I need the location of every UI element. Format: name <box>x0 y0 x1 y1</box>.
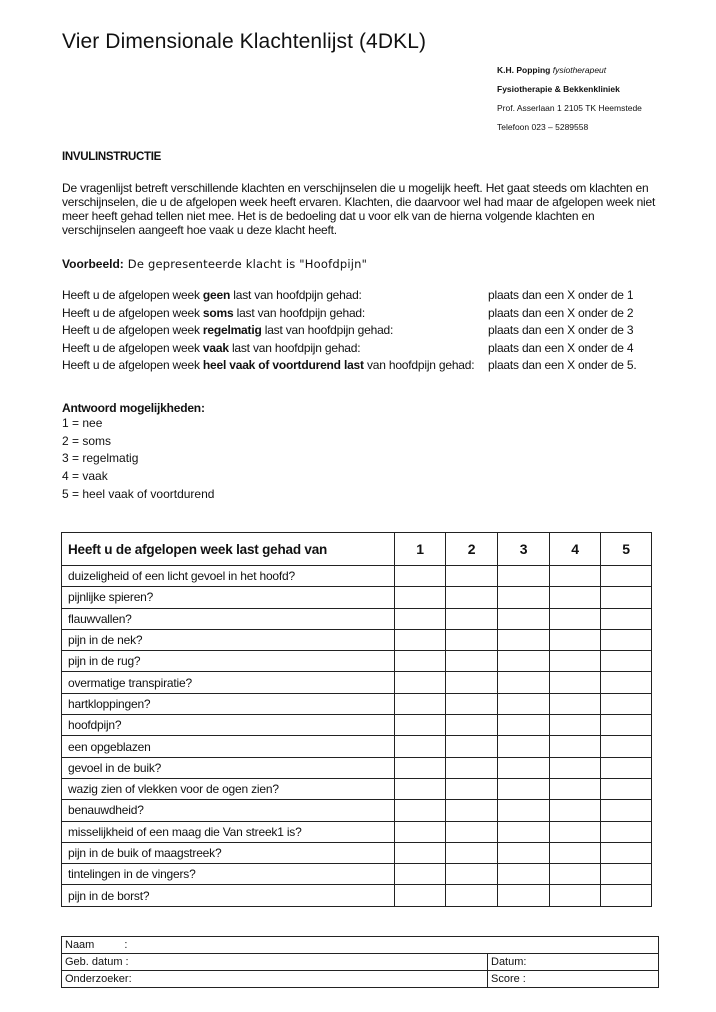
table-header-row <box>62 533 652 566</box>
answer-checkbox-1[interactable] <box>395 821 446 842</box>
complaint-label: hoofdpijn? <box>62 715 395 736</box>
answer-checkbox-2[interactable] <box>446 736 498 757</box>
table-row <box>62 778 652 799</box>
answer-checkbox-4[interactable] <box>550 629 601 650</box>
table-row <box>62 821 652 842</box>
answer-checkbox-3[interactable] <box>498 566 550 587</box>
answer-checkbox-3[interactable] <box>498 608 550 629</box>
answer-checkbox-5[interactable] <box>601 566 652 587</box>
answer-option: 2 = soms <box>62 433 112 448</box>
answer-checkbox-2[interactable] <box>446 608 498 629</box>
answer-checkbox-2[interactable] <box>446 566 498 587</box>
table-row <box>62 715 652 736</box>
example-row <box>62 288 634 306</box>
answer-checkbox-4[interactable] <box>550 566 601 587</box>
score-label: Score : <box>491 973 526 985</box>
complaint-label: flauwvallen? <box>62 608 395 629</box>
example-row-emphasis: soms <box>202 305 234 320</box>
column-header-4: 4 <box>550 533 601 566</box>
example-row <box>62 340 634 359</box>
complaint-label: duizeligheid of een licht gevoel in het hoofd? <box>62 566 395 587</box>
answer-checkbox-4[interactable] <box>550 864 601 885</box>
examiner-field[interactable] <box>62 971 488 988</box>
table-row <box>62 566 652 587</box>
complaint-label: benauwdheid? <box>62 800 395 821</box>
table-row <box>62 842 652 863</box>
complaint-label: overmatige transpiratie? <box>62 672 395 693</box>
answer-checkbox-5[interactable] <box>601 587 652 608</box>
contact-name: K.H. Popping <box>497 65 551 75</box>
answer-checkbox-3[interactable] <box>498 715 550 736</box>
contact-clinic: Fysiotherapie & Bekkenkliniek <box>497 84 620 94</box>
complaint-label: wazig zien of vlekken voor de ogen zien? <box>62 778 395 799</box>
answer-checkbox-3[interactable] <box>498 864 550 885</box>
example-row-text: Heeft u de afgelopen week <box>62 305 203 320</box>
example-row-text: van hoofdpijn gehad: <box>363 358 475 372</box>
answer-checkbox-5[interactable] <box>601 864 652 885</box>
table-header-question: Heeft u de afgelopen week last gehad van <box>62 533 395 566</box>
answer-checkbox-2[interactable] <box>446 672 498 693</box>
answer-option: 1 = nee <box>62 416 103 430</box>
birthdate-field[interactable] <box>62 954 488 971</box>
example-line <box>62 257 367 271</box>
answer-checkbox-3[interactable] <box>498 757 550 778</box>
example-rows <box>62 288 637 376</box>
example-row-text: last van hoofdpijn gehad: <box>228 340 361 355</box>
example-row-emphasis: geen <box>202 288 231 302</box>
answer-checkbox-2[interactable] <box>446 715 498 736</box>
answer-checkbox-4[interactable] <box>550 800 601 821</box>
complaint-label: pijn in de nek? <box>62 629 395 650</box>
answer-checkbox-2[interactable] <box>446 778 498 799</box>
example-row-text: last van hoofdpijn gehad: <box>230 288 362 302</box>
table-row <box>62 885 652 906</box>
table-row <box>62 672 652 693</box>
answer-checkbox-3[interactable] <box>498 736 550 757</box>
answer-checkbox-4[interactable] <box>550 736 601 757</box>
name-label: Naam <box>65 939 95 951</box>
answer-checkbox-4[interactable] <box>550 693 601 714</box>
complaint-label: misselijkheid of een maag die Van streek1 is? <box>62 821 395 842</box>
answer-checkbox-5[interactable] <box>601 821 652 842</box>
answer-checkbox-1[interactable] <box>395 778 446 799</box>
table-row <box>62 587 652 608</box>
name-separator: : <box>124 939 128 951</box>
answers-heading: Antwoord mogelijkheden: <box>62 401 205 415</box>
instruction-text: De vragenlijst betreft verschillende klachten en verschijnselen die u mogelijk heeft. Het gaat steeds om klachten en verschijnselen, die u de afgelopen week heeft ervaren. Klachten, die daarvoor wel had maar de afgelopen week niet meer heeft gehad tellen niet mee. Het is de bedoeling dat u voor elk van de hierna volgende klachten en verschijnselen aangeeft hoe vaak u deze klacht heeft. <box>62 181 656 237</box>
answer-checkbox-3[interactable] <box>498 800 550 821</box>
answer-checkbox-4[interactable] <box>550 757 601 778</box>
answer-checkbox-1[interactable] <box>395 715 446 736</box>
answer-checkbox-1[interactable] <box>395 736 446 757</box>
table-row <box>62 736 652 757</box>
answer-checkbox-5[interactable] <box>601 693 652 714</box>
complaint-label: pijn in de buik of maagstreek? <box>62 842 395 863</box>
table-row <box>62 629 652 650</box>
answer-checkbox-3[interactable] <box>498 778 550 799</box>
instruction-heading: INVULINSTRUCTIE <box>62 151 162 163</box>
answer-checkbox-4[interactable] <box>550 608 601 629</box>
example-row-instruction: plaats dan een X onder de 2 <box>488 305 634 320</box>
answer-checkbox-5[interactable] <box>601 629 652 650</box>
answer-checkbox-1[interactable] <box>395 885 446 906</box>
answer-checkbox-2[interactable] <box>446 629 498 650</box>
example-row-emphasis: regelmatig <box>202 323 262 337</box>
answer-checkbox-3[interactable] <box>498 587 550 608</box>
example-row-text: last van hoofdpijn gehad: <box>233 305 366 320</box>
example-row-instruction: plaats dan een X onder de 3 <box>488 323 634 337</box>
answer-checkbox-3[interactable] <box>498 885 550 906</box>
answer-checkbox-4[interactable] <box>550 885 601 906</box>
answer-checkbox-2[interactable] <box>446 651 498 672</box>
answer-option: 4 = vaak <box>62 469 108 484</box>
answer-checkbox-3[interactable] <box>498 821 550 842</box>
example-row <box>62 323 634 341</box>
example-row-text: Heeft u de afgelopen week <box>62 323 203 337</box>
answer-checkbox-1[interactable] <box>395 587 446 608</box>
answer-checkbox-1[interactable] <box>395 864 446 885</box>
answer-option: 5 = heel vaak of voortdurend <box>62 486 215 501</box>
answer-checkbox-5[interactable] <box>601 736 652 757</box>
score-field[interactable] <box>488 971 659 988</box>
answer-checkbox-1[interactable] <box>395 566 446 587</box>
date-field[interactable] <box>488 954 659 971</box>
answer-checkbox-2[interactable] <box>446 693 498 714</box>
contact-phone: Telefoon 023 – 5289558 <box>497 122 589 132</box>
example-row-text: Heeft u de afgelopen week <box>62 340 203 355</box>
examiner-label: Onderzoeker: <box>65 973 132 985</box>
answer-checkbox-4[interactable] <box>550 672 601 693</box>
answer-checkbox-2[interactable] <box>446 864 498 885</box>
name-field[interactable] <box>62 937 659 954</box>
example-row-instruction: plaats dan een X onder de 5. <box>488 358 637 372</box>
example-row-emphasis: vaak <box>202 340 229 355</box>
answer-checkbox-5[interactable] <box>601 651 652 672</box>
example-label: Voorbeeld: <box>62 257 124 271</box>
table-row <box>62 800 652 821</box>
answer-checkbox-3[interactable] <box>498 629 550 650</box>
patient-info-table <box>61 936 659 988</box>
page-title: Vier Dimensionale Klachtenlijst (4DKL) <box>62 30 427 53</box>
answer-checkbox-3[interactable] <box>498 693 550 714</box>
answer-checkbox-1[interactable] <box>395 800 446 821</box>
answer-checkbox-2[interactable] <box>446 842 498 863</box>
example-row <box>62 305 634 324</box>
answer-checkbox-4[interactable] <box>550 842 601 863</box>
answer-checkbox-4[interactable] <box>550 715 601 736</box>
answer-checkbox-4[interactable] <box>550 651 601 672</box>
answer-checkbox-2[interactable] <box>446 821 498 842</box>
answers-list <box>62 416 214 504</box>
answer-checkbox-5[interactable] <box>601 885 652 906</box>
table-row <box>62 608 652 629</box>
answer-checkbox-4[interactable] <box>550 778 601 799</box>
answer-checkbox-1[interactable] <box>395 757 446 778</box>
answer-checkbox-5[interactable] <box>601 842 652 863</box>
complaint-label: pijn in de borst? <box>62 885 395 906</box>
column-header-5: 5 <box>601 533 652 566</box>
example-row-emphasis: heel vaak of voortdurend last <box>202 358 364 372</box>
example-row-text: last van hoofdpijn gehad: <box>261 323 394 337</box>
answer-checkbox-2[interactable] <box>446 587 498 608</box>
contact-role: fysiotherapeut <box>552 65 607 75</box>
answer-checkbox-1[interactable] <box>395 651 446 672</box>
complaints-table <box>61 532 652 907</box>
answer-checkbox-1[interactable] <box>395 608 446 629</box>
answer-checkbox-1[interactable] <box>395 842 446 863</box>
example-row-text: Heeft u de afgelopen week <box>62 358 203 372</box>
column-header-3: 3 <box>498 533 550 566</box>
column-header-1: 1 <box>395 533 446 566</box>
answer-option: 3 = regelmatig <box>62 451 139 466</box>
table-row <box>62 693 652 714</box>
column-header-2: 2 <box>446 533 498 566</box>
answer-checkbox-5[interactable] <box>601 608 652 629</box>
example-row-instruction: plaats dan een X onder de 4 <box>488 340 634 355</box>
answer-checkbox-5[interactable] <box>601 800 652 821</box>
date-label: Datum: <box>491 956 527 968</box>
complaint-label: een opgeblazen <box>62 736 395 757</box>
birthdate-label: Geb. datum : <box>65 956 129 968</box>
complaint-label: hartkloppingen? <box>62 693 395 714</box>
answer-checkbox-3[interactable] <box>498 842 550 863</box>
example-row-text: Heeft u de afgelopen week <box>62 288 203 302</box>
complaint-label: gevoel in de buik? <box>62 757 395 778</box>
answer-checkbox-2[interactable] <box>446 757 498 778</box>
example-value: De gepresenteerde klacht is "Hoofdpijn" <box>127 257 368 271</box>
answer-checkbox-3[interactable] <box>498 672 550 693</box>
table-row <box>62 864 652 885</box>
table-row <box>62 651 652 672</box>
answer-checkbox-5[interactable] <box>601 715 652 736</box>
answer-checkbox-3[interactable] <box>498 651 550 672</box>
table-row <box>62 757 652 778</box>
complaint-label: tintelingen in de vingers? <box>62 864 395 885</box>
contact-block <box>497 61 642 137</box>
example-row-instruction: plaats dan een X onder de 1 <box>488 288 634 302</box>
answer-checkbox-1[interactable] <box>395 693 446 714</box>
contact-address: Prof. Asserlaan 1 2105 TK Heemstede <box>497 103 642 113</box>
complaint-label: pijnlijke spieren? <box>62 587 395 608</box>
answer-checkbox-5[interactable] <box>601 672 652 693</box>
answer-checkbox-2[interactable] <box>446 885 498 906</box>
answer-checkbox-5[interactable] <box>601 757 652 778</box>
complaint-label: pijn in de rug? <box>62 651 395 672</box>
answer-checkbox-2[interactable] <box>446 800 498 821</box>
answer-checkbox-5[interactable] <box>601 778 652 799</box>
answer-checkbox-4[interactable] <box>550 587 601 608</box>
answer-checkbox-1[interactable] <box>395 629 446 650</box>
answer-checkbox-4[interactable] <box>550 821 601 842</box>
answer-checkbox-1[interactable] <box>395 672 446 693</box>
example-row <box>62 358 637 376</box>
